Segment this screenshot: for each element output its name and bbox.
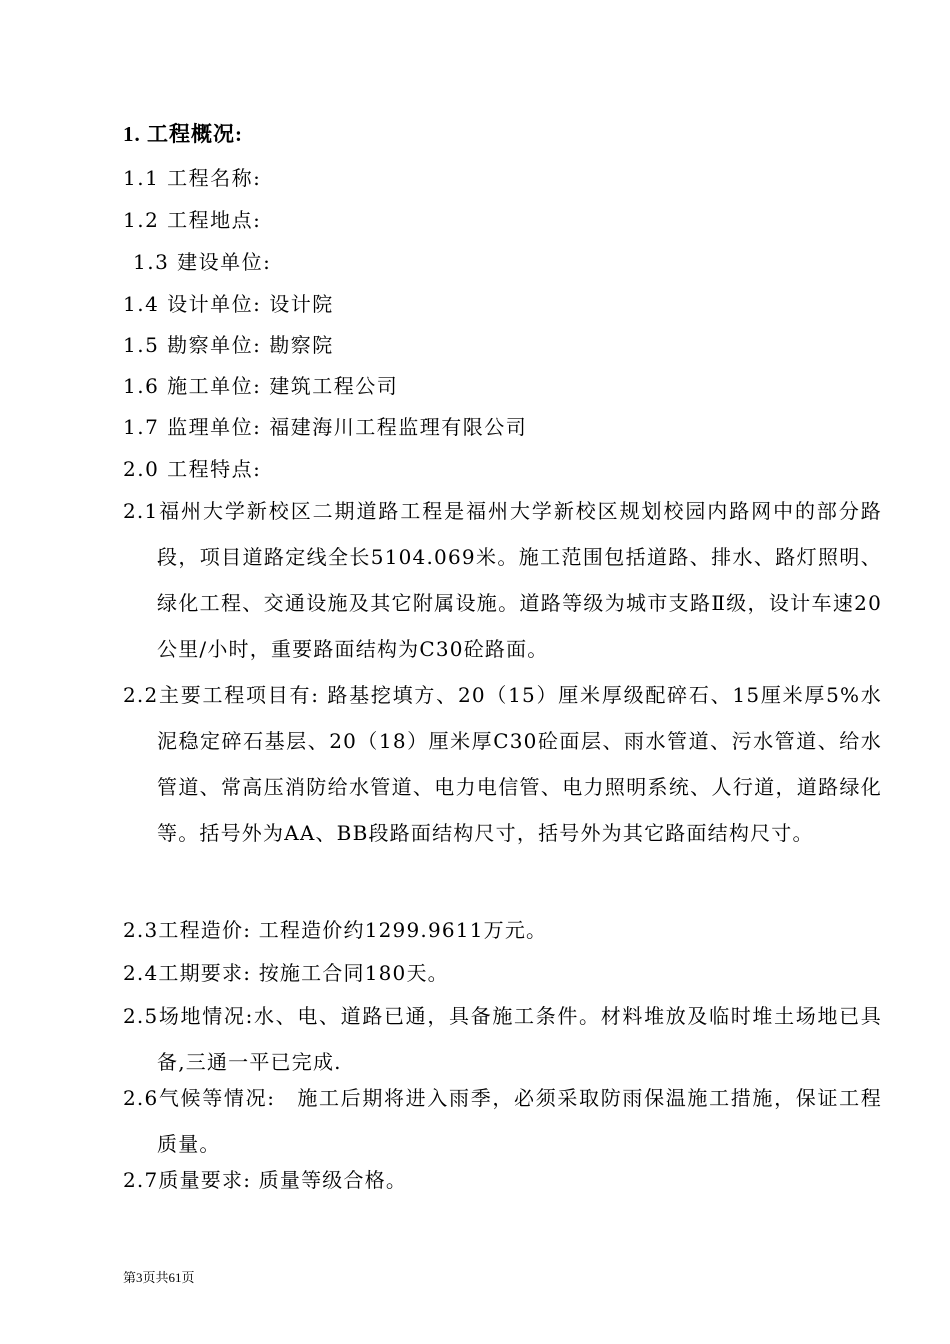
- page-number: 第3页共61页: [123, 1270, 195, 1285]
- item-project-name: 1.1 工程名称:: [123, 166, 262, 190]
- item-project-location: 1.2 工程地点:: [123, 208, 262, 232]
- paragraph-2-6: 2.6气候等情况: 施工后期将进入雨季，必须采取防雨保温施工措施，保证工程质量。: [123, 1086, 882, 1156]
- item-contractor: 1.6 施工单位: 建筑工程公司: [123, 374, 399, 398]
- paragraph-2-2: 2.2主要工程项目有: 路基挖填方、20（15）厘米厚级配碎石、15厘米厚5%水泥稳定碎石基层、20（18）厘米厚C30砼面层、雨水管道、污水管道、给水管道、常高压消防给水管道、电力电信管、电力照明系统、人行道，道路绿化等。括号外为AA、BB段路面结构尺寸，括号外为其它路面结构尺寸。: [123, 683, 882, 845]
- paragraph-2-7: 2.7质量要求: 质量等级合格。: [123, 1168, 408, 1192]
- item-design-unit: 1.4 设计单位: 设计院: [123, 292, 334, 316]
- paragraph-2-4: 2.4工期要求: 按施工合同180天。: [123, 961, 449, 985]
- paragraph-2-3: 2.3工程造价: 工程造价约1299.9611万元。: [123, 918, 548, 942]
- item-construction-unit: 1.3 建设单位:: [133, 250, 272, 274]
- item-project-features: 2.0 工程特点:: [123, 457, 262, 481]
- paragraph-2-5: 2.5场地情况:水、电、道路已通，具备施工条件。材料堆放及临时堆土场地已具备,三通一平已完成.: [123, 1004, 882, 1074]
- item-survey-unit: 1.5 勘察单位: 勘察院: [123, 333, 334, 357]
- paragraph-2-1: 2.1福州大学新校区二期道路工程是福州大学新校区规划校园内路网中的部分路段，项目道路定线全长5104.069米。施工范围包括道路、排水、路灯照明、绿化工程、交通设施及其它附属设施。道路等级为城市支路Ⅱ级，设计车速20公里/小时，重要路面结构为C30砼路面。: [123, 499, 882, 661]
- item-supervisor: 1.7 监理单位: 福建海川工程监理有限公司: [123, 415, 528, 439]
- section-heading: 1. 工程概况:: [123, 122, 243, 146]
